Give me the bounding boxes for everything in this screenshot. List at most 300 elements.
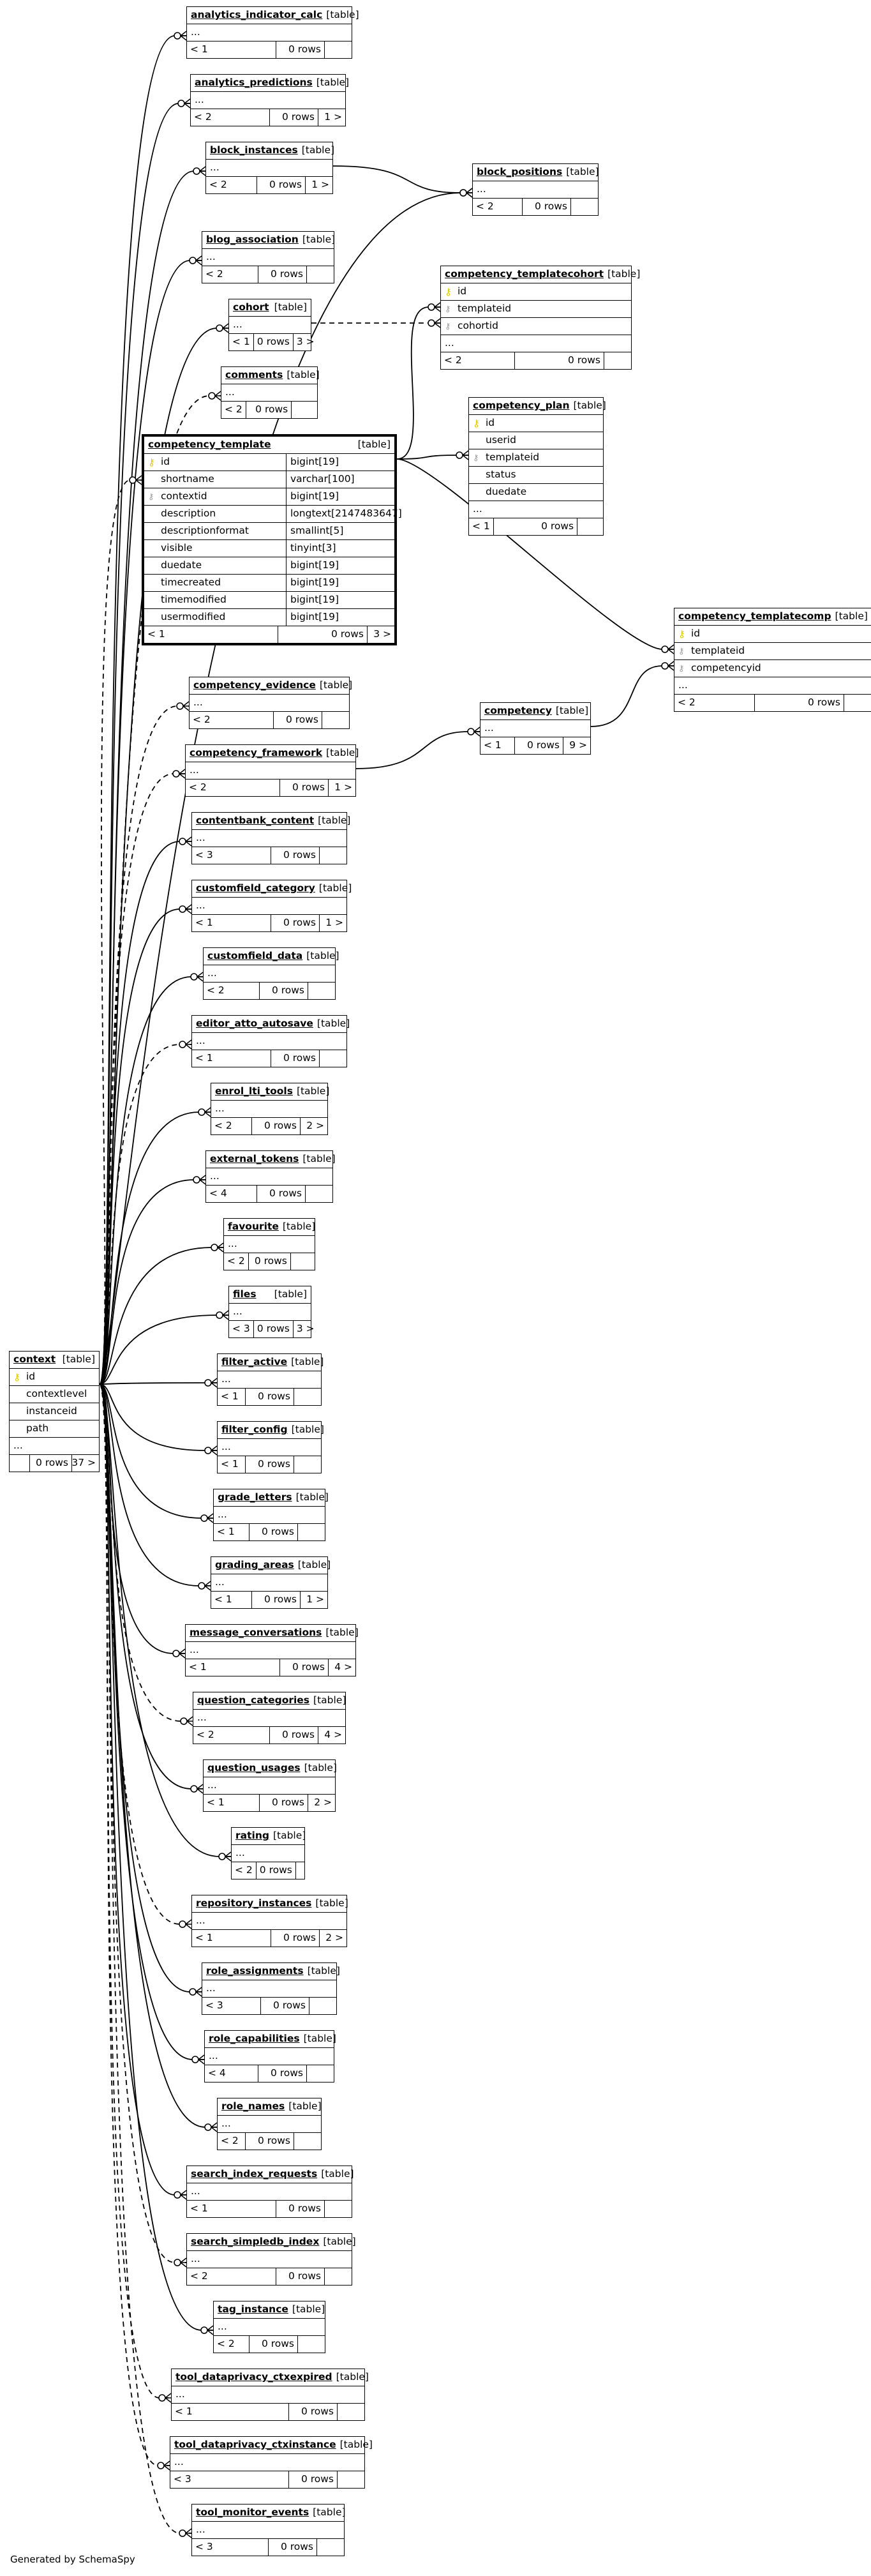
- crows-foot-icon: [173, 769, 185, 778]
- parents-count[interactable]: < 2: [674, 695, 755, 711]
- table-tool-dataprivacy-ctxexpired: [171, 2369, 369, 2421]
- table-header: [170, 2437, 373, 2453]
- parents-count[interactable]: < 1: [480, 737, 515, 754]
- table-kind-label: [table]: [326, 9, 359, 21]
- crows-foot-icon: [174, 2190, 186, 2199]
- more-columns-ellipsis: ...: [214, 1506, 325, 1523]
- table-name-link[interactable]: customfield_data: [207, 950, 303, 962]
- parents-count[interactable]: < 1: [211, 1592, 252, 1608]
- table-name-link[interactable]: favourite: [228, 1221, 279, 1233]
- children-count[interactable]: [577, 518, 603, 535]
- table-role-names: [217, 2098, 322, 2150]
- crows-foot-icon: [179, 1040, 191, 1049]
- parents-count[interactable]: < 1: [192, 915, 271, 931]
- parents-count[interactable]: < 2: [441, 352, 515, 369]
- table-name-link[interactable]: blog_association: [206, 234, 299, 246]
- table-tag-instance: [213, 2301, 325, 2353]
- table-footer: [205, 2065, 334, 2082]
- table-name-link[interactable]: customfield_category: [196, 882, 315, 894]
- parents-count[interactable]: < 3: [229, 1321, 254, 1337]
- table-name-link[interactable]: competency_evidence: [193, 679, 316, 691]
- table-name-link[interactable]: competency: [484, 705, 552, 717]
- more-columns-ellipsis: ...: [202, 248, 334, 266]
- table-name-link[interactable]: repository_instances: [196, 1897, 312, 1909]
- table-footer: [191, 109, 345, 126]
- parents-count[interactable]: < 2: [214, 2336, 249, 2353]
- table-name-link[interactable]: cohort: [233, 301, 269, 313]
- column-name-text: duedate: [161, 559, 202, 571]
- table-name-link[interactable]: analytics_predictions: [195, 77, 313, 89]
- table-header: [469, 398, 606, 414]
- table-footer: [192, 847, 346, 864]
- table-name-link[interactable]: block_instances: [210, 144, 298, 156]
- column-row[interactable]: [144, 591, 394, 608]
- column-name: [674, 663, 871, 674]
- table-name-link[interactable]: files: [233, 1288, 257, 1300]
- table-kind-label: [table]: [313, 2506, 346, 2519]
- table-kind-label: [table]: [319, 679, 353, 691]
- row-count: 0 rows: [257, 1186, 306, 1202]
- table-name-link[interactable]: grade_letters: [218, 1491, 292, 1503]
- table-kind-label: [table]: [835, 610, 868, 622]
- children-count[interactable]: 1 >: [311, 179, 329, 191]
- children-count[interactable]: 2 >: [306, 1120, 324, 1132]
- crows-foot-icon: [216, 1311, 228, 1320]
- children-count[interactable]: [298, 2336, 325, 2353]
- table-name-link[interactable]: context: [13, 1353, 56, 1366]
- column-row[interactable]: [674, 642, 871, 659]
- table-kind-label: [table]: [291, 1356, 324, 1368]
- primary-key-icon: ⚷: [445, 285, 452, 298]
- column-row[interactable]: [469, 414, 603, 432]
- row-count: 0 rows: [289, 2471, 338, 2488]
- table-competency-templatecohort: [440, 266, 641, 370]
- table-header: [214, 2301, 325, 2318]
- parents-count[interactable]: < 1: [187, 2201, 276, 2217]
- children-count[interactable]: 9 >: [569, 739, 587, 751]
- column-row[interactable]: [441, 300, 631, 317]
- column-name-text: contextid: [161, 490, 207, 502]
- parents-count[interactable]: < 2: [187, 2268, 276, 2285]
- crows-foot-icon: [193, 1175, 205, 1184]
- parents-count[interactable]: < 2: [221, 402, 246, 418]
- column-name: [469, 435, 603, 446]
- parents-count[interactable]: < 4: [205, 2065, 258, 2082]
- table-competency-templatecomp: [674, 608, 871, 712]
- crows-foot-icon: [179, 1920, 191, 1929]
- children-count[interactable]: [338, 2471, 364, 2488]
- parents-count[interactable]: < 2: [232, 1862, 257, 1879]
- relationship-line: [333, 166, 472, 193]
- crows-foot-icon: [177, 702, 189, 711]
- column-row[interactable]: [144, 522, 394, 539]
- table-search-simpledb-index: [186, 2233, 356, 2286]
- column-type: varchar[100]: [286, 471, 394, 488]
- table-filter-active: [217, 1353, 322, 1406]
- column-name: [144, 578, 286, 588]
- parents-count[interactable]: < 3: [202, 1998, 261, 2014]
- column-name: [144, 474, 286, 485]
- parents-count[interactable]: < 1: [218, 1389, 246, 1405]
- parents-count[interactable]: < 1: [192, 1050, 271, 1067]
- row-count: 0 rows: [249, 1253, 291, 1270]
- children-count[interactable]: [307, 266, 334, 283]
- table-name-link[interactable]: tag_instance: [218, 2303, 288, 2316]
- children-count[interactable]: 4 >: [334, 1661, 352, 1673]
- column-row[interactable]: [144, 574, 394, 591]
- column-name-text: contextlevel: [26, 1388, 87, 1400]
- children-count[interactable]: [294, 1456, 321, 1473]
- more-columns-ellipsis: ...: [473, 181, 598, 198]
- table-filter-config: [217, 1421, 322, 1473]
- more-columns-ellipsis: ...: [469, 501, 603, 518]
- table-competency-plan: [468, 397, 604, 536]
- children-count[interactable]: [308, 983, 335, 999]
- children-count[interactable]: [320, 847, 346, 864]
- table-footer: [144, 626, 394, 643]
- table-name-link[interactable]: role_assignments: [206, 1965, 304, 1977]
- table-name-link[interactable]: editor_atto_autosave: [196, 1018, 313, 1030]
- table-name-link[interactable]: block_positions: [477, 166, 563, 178]
- column-name-text: path: [26, 1422, 49, 1435]
- table-repository-instances: [191, 1895, 347, 1947]
- table-name-link[interactable]: tool_dataprivacy_ctxexpired: [175, 2371, 332, 2383]
- table-competency: [480, 702, 591, 755]
- column-name: [469, 418, 603, 428]
- parents-count[interactable]: < 1: [469, 518, 494, 535]
- table-name-link[interactable]: filter_config: [221, 1424, 288, 1436]
- children-count[interactable]: 2 >: [314, 1796, 332, 1809]
- table-question-usages: [203, 1759, 336, 1812]
- more-columns-ellipsis: ...: [186, 1641, 355, 1659]
- row-count: 0 rows: [515, 352, 604, 369]
- table-name-link[interactable]: enrol_lti_tools: [215, 1085, 293, 1097]
- parents-count[interactable]: < 1: [172, 2404, 289, 2420]
- crows-foot-icon: [662, 661, 674, 670]
- table-analytics-indicator-calc: [186, 6, 359, 59]
- row-count: 0 rows: [271, 915, 320, 931]
- column-name: [469, 487, 603, 497]
- table-header: [192, 1895, 346, 1912]
- table-block-instances: [205, 142, 333, 194]
- column-name: [144, 492, 286, 502]
- crows-foot-icon: [205, 1378, 217, 1387]
- children-count[interactable]: [604, 352, 631, 369]
- column-row[interactable]: [144, 471, 394, 488]
- table-name-link[interactable]: question_categories: [197, 1694, 310, 1706]
- parents-count[interactable]: < 1: [192, 1930, 271, 1947]
- children-count[interactable]: 4 >: [324, 1729, 342, 1741]
- column-row[interactable]: [10, 1368, 99, 1385]
- crows-foot-icon: [190, 256, 202, 265]
- table-name-link[interactable]: search_index_requests: [191, 2168, 318, 2180]
- children-count[interactable]: 1 >: [325, 917, 343, 929]
- parents-count[interactable]: < 3: [170, 2471, 289, 2488]
- more-columns-ellipsis: ...: [229, 316, 311, 333]
- column-name-text: id: [691, 628, 701, 640]
- parents-count[interactable]: < 1: [204, 1795, 260, 1811]
- table-name-link[interactable]: message_conversations: [190, 1627, 322, 1639]
- parents-count[interactable]: < 1: [214, 1524, 249, 1540]
- column-row[interactable]: [441, 317, 631, 335]
- crows-foot-icon: [174, 2258, 186, 2267]
- children-count[interactable]: [294, 1389, 321, 1405]
- column-row[interactable]: [674, 625, 871, 642]
- column-name-text: id: [26, 1371, 36, 1383]
- children-count[interactable]: 2 >: [325, 1932, 343, 1944]
- parents-count[interactable]: < 2: [191, 109, 270, 126]
- column-name-text: id: [486, 417, 495, 429]
- relationship-line: [100, 1383, 217, 1384]
- table-name-link[interactable]: tool_monitor_events: [196, 2506, 309, 2519]
- table-footer: [204, 982, 335, 999]
- table-name-link[interactable]: analytics_indicator_calc: [191, 9, 323, 21]
- more-columns-ellipsis: ...: [674, 677, 871, 694]
- row-count: 0 rows: [280, 1659, 329, 1676]
- table-name-link[interactable]: competency_templatecohort: [445, 268, 604, 280]
- table-kind-label: [table]: [303, 2033, 336, 2045]
- parents-count[interactable]: < 1: [229, 334, 254, 350]
- table-header: [193, 1692, 345, 1709]
- parents-count[interactable]: < 3: [192, 2539, 269, 2556]
- crows-foot-icon: [190, 1987, 202, 1996]
- table-kind-label: [table]: [315, 1897, 348, 1909]
- table-cohort: [228, 299, 315, 351]
- children-count[interactable]: 1 >: [334, 781, 352, 794]
- table-footer: [218, 1456, 321, 1473]
- relationship-line: [100, 1384, 211, 1586]
- relationship-line: [591, 666, 674, 727]
- column-name: [144, 612, 286, 622]
- table-header: [187, 7, 359, 24]
- column-name-text: usermodified: [161, 611, 226, 623]
- parents-count[interactable]: < 1: [218, 1456, 246, 1473]
- more-columns-ellipsis: ...: [192, 829, 346, 847]
- relationship-line: [100, 1044, 191, 1384]
- table-name-link[interactable]: search_simpledb_index: [191, 2236, 320, 2248]
- children-count[interactable]: 3 >: [296, 336, 315, 348]
- table-header: [232, 1828, 304, 1844]
- column-name-text: templateid: [486, 451, 540, 463]
- column-row[interactable]: [144, 539, 394, 557]
- children-count[interactable]: [338, 2404, 364, 2420]
- table-kind-label: [table]: [297, 1559, 331, 1571]
- parents-count[interactable]: < 2: [224, 1253, 249, 1270]
- column-row[interactable]: [469, 483, 603, 501]
- parents-count[interactable]: < 3: [192, 847, 271, 864]
- column-row[interactable]: [144, 557, 394, 574]
- table-header: [441, 266, 641, 283]
- table-name-link[interactable]: question_usages: [207, 1762, 301, 1774]
- column-type: smallint[5]: [286, 523, 394, 539]
- relationship-line: [356, 732, 480, 769]
- table-header: [205, 2031, 334, 2047]
- table-kind-label: [table]: [287, 369, 320, 381]
- table-name-link[interactable]: filter_active: [221, 1356, 288, 1368]
- children-count[interactable]: [291, 1253, 315, 1270]
- children-count[interactable]: 3 >: [296, 1323, 315, 1335]
- column-row[interactable]: [469, 432, 603, 449]
- column-name: [144, 457, 286, 467]
- table-comments: [221, 366, 318, 419]
- table-footer: [202, 1997, 336, 2014]
- crows-foot-icon: [198, 1108, 211, 1117]
- more-columns-ellipsis: ...: [211, 1574, 327, 1591]
- children-count[interactable]: 3 >: [373, 628, 391, 640]
- crows-foot-icon: [216, 324, 228, 333]
- column-name-text: instanceid: [26, 1405, 77, 1417]
- table-contentbank-content: [191, 812, 351, 864]
- column-name: [10, 1406, 99, 1417]
- column-row[interactable]: [469, 466, 603, 483]
- children-count[interactable]: [322, 712, 349, 728]
- column-row[interactable]: [10, 1420, 99, 1437]
- children-count[interactable]: [296, 1862, 304, 1879]
- table-footer: [202, 266, 334, 283]
- table-name-link[interactable]: competency_template: [148, 439, 271, 451]
- column-row[interactable]: [144, 488, 394, 505]
- children-count[interactable]: 1 >: [306, 1593, 324, 1606]
- children-count[interactable]: [306, 1186, 332, 1202]
- column-name-text: templateid: [691, 645, 745, 657]
- more-columns-ellipsis: ...: [218, 1371, 321, 1388]
- table-header: [206, 142, 335, 159]
- children-count[interactable]: [325, 2201, 352, 2217]
- column-row[interactable]: [144, 608, 394, 626]
- column-row[interactable]: [144, 453, 394, 471]
- children-count[interactable]: [307, 2065, 334, 2082]
- table-header: [211, 1557, 331, 1574]
- table-name-link[interactable]: competency_templatecomp: [678, 610, 831, 622]
- table-name-link[interactable]: rating: [235, 1830, 269, 1842]
- table-header: [202, 232, 334, 248]
- children-count[interactable]: 1 >: [324, 111, 342, 123]
- more-columns-ellipsis: ...: [224, 1235, 315, 1253]
- children-count[interactable]: [294, 2133, 321, 2150]
- table-footer: [170, 2471, 364, 2488]
- more-columns-ellipsis: ...: [211, 1100, 327, 1117]
- row-count: 0 rows: [249, 2336, 298, 2353]
- table-name-link[interactable]: contentbank_content: [196, 815, 315, 827]
- parents-count[interactable]: < 2: [218, 2133, 246, 2150]
- table-kind-label: [table]: [282, 1221, 316, 1233]
- table-kind-label: [table]: [274, 301, 307, 313]
- table-kind-label: [table]: [323, 2236, 356, 2248]
- parents-count[interactable]: [10, 1455, 30, 1472]
- children-count[interactable]: [320, 1050, 346, 1067]
- parents-count[interactable]: < 1: [144, 626, 278, 643]
- column-type: bigint[19]: [286, 557, 394, 574]
- more-columns-ellipsis: ...: [190, 694, 349, 711]
- more-columns-ellipsis: ...: [206, 1168, 332, 1185]
- row-count: 0 rows: [276, 2268, 325, 2285]
- parents-count[interactable]: < 1: [187, 41, 276, 58]
- parents-count[interactable]: < 2: [211, 1118, 252, 1134]
- parents-count[interactable]: < 1: [186, 1659, 280, 1676]
- table-question-categories: [193, 1692, 346, 1744]
- table-name-link[interactable]: competency_framework: [190, 747, 323, 759]
- table-analytics-predictions: [190, 74, 350, 126]
- table-name-link[interactable]: role_names: [221, 2100, 285, 2113]
- parents-count[interactable]: < 2: [473, 199, 523, 215]
- parents-count[interactable]: < 2: [186, 780, 280, 796]
- parents-count[interactable]: < 4: [206, 1186, 257, 1202]
- children-count[interactable]: [292, 402, 317, 418]
- crows-foot-icon: [179, 837, 191, 846]
- parents-count[interactable]: < 2: [193, 1727, 270, 1744]
- row-count: 0 rows: [276, 2201, 325, 2217]
- table-message-conversations: [185, 1624, 359, 1676]
- children-count[interactable]: [317, 2539, 344, 2556]
- more-columns-ellipsis: ...: [221, 384, 317, 401]
- row-count: 0 rows: [252, 1118, 301, 1134]
- column-row[interactable]: [441, 283, 631, 300]
- crows-foot-icon: [201, 1514, 213, 1523]
- table-blog-association: [202, 231, 334, 283]
- column-name: [144, 543, 286, 554]
- children-count[interactable]: [325, 41, 352, 58]
- column-row[interactable]: [10, 1403, 99, 1420]
- column-name: [10, 1424, 99, 1434]
- parents-count[interactable]: < 2: [204, 983, 260, 999]
- row-count: 0 rows: [258, 266, 307, 283]
- table-kind-label: [table]: [573, 400, 606, 412]
- table-footer: [229, 1320, 315, 1337]
- table-header: [186, 1625, 359, 1641]
- table-name-link[interactable]: external_tokens: [210, 1153, 299, 1165]
- parents-count[interactable]: < 2: [206, 177, 257, 193]
- children-count[interactable]: [844, 695, 871, 711]
- table-footer: [469, 518, 603, 535]
- children-count[interactable]: [298, 1524, 325, 1540]
- table-header: [192, 813, 351, 829]
- table-name-link[interactable]: grading_areas: [215, 1559, 294, 1571]
- table-kind-label: [table]: [306, 950, 339, 962]
- column-name-text: competencyid: [691, 662, 761, 674]
- table-header: [674, 608, 871, 625]
- crows-foot-icon: [205, 2123, 217, 2132]
- table-footer: [211, 1591, 327, 1608]
- more-columns-ellipsis: ...: [441, 335, 631, 352]
- crows-foot-icon: [178, 99, 190, 108]
- children-count[interactable]: [571, 199, 598, 215]
- table-kind-label: [table]: [607, 268, 641, 280]
- children-count[interactable]: [325, 2268, 352, 2285]
- table-footer: [218, 1388, 321, 1405]
- row-count: 0 rows: [261, 1998, 309, 2014]
- table-name-link[interactable]: competency_plan: [473, 400, 570, 412]
- children-count[interactable]: [309, 1998, 336, 2014]
- parents-count[interactable]: < 2: [190, 712, 274, 728]
- table-enrol-lti-tools: [211, 1083, 328, 1135]
- parents-count[interactable]: < 2: [202, 266, 258, 283]
- children-count[interactable]: 37 >: [71, 1457, 96, 1469]
- column-type: bigint[19]: [286, 575, 394, 591]
- table-header: [192, 1016, 350, 1032]
- table-name-link[interactable]: role_capabilities: [209, 2033, 300, 2045]
- column-row[interactable]: [144, 505, 402, 522]
- table-kind-label: [table]: [307, 1965, 340, 1977]
- column-row[interactable]: [674, 659, 871, 677]
- column-row[interactable]: [10, 1385, 99, 1403]
- table-footer: [187, 2268, 352, 2285]
- table-name-link[interactable]: tool_dataprivacy_ctxinstance: [174, 2439, 336, 2451]
- column-row[interactable]: [469, 449, 603, 466]
- table-header: [218, 1354, 324, 1371]
- relationship-line: [100, 1384, 202, 1992]
- table-customfield-category: [191, 880, 352, 932]
- table-name-link[interactable]: comments: [225, 369, 283, 381]
